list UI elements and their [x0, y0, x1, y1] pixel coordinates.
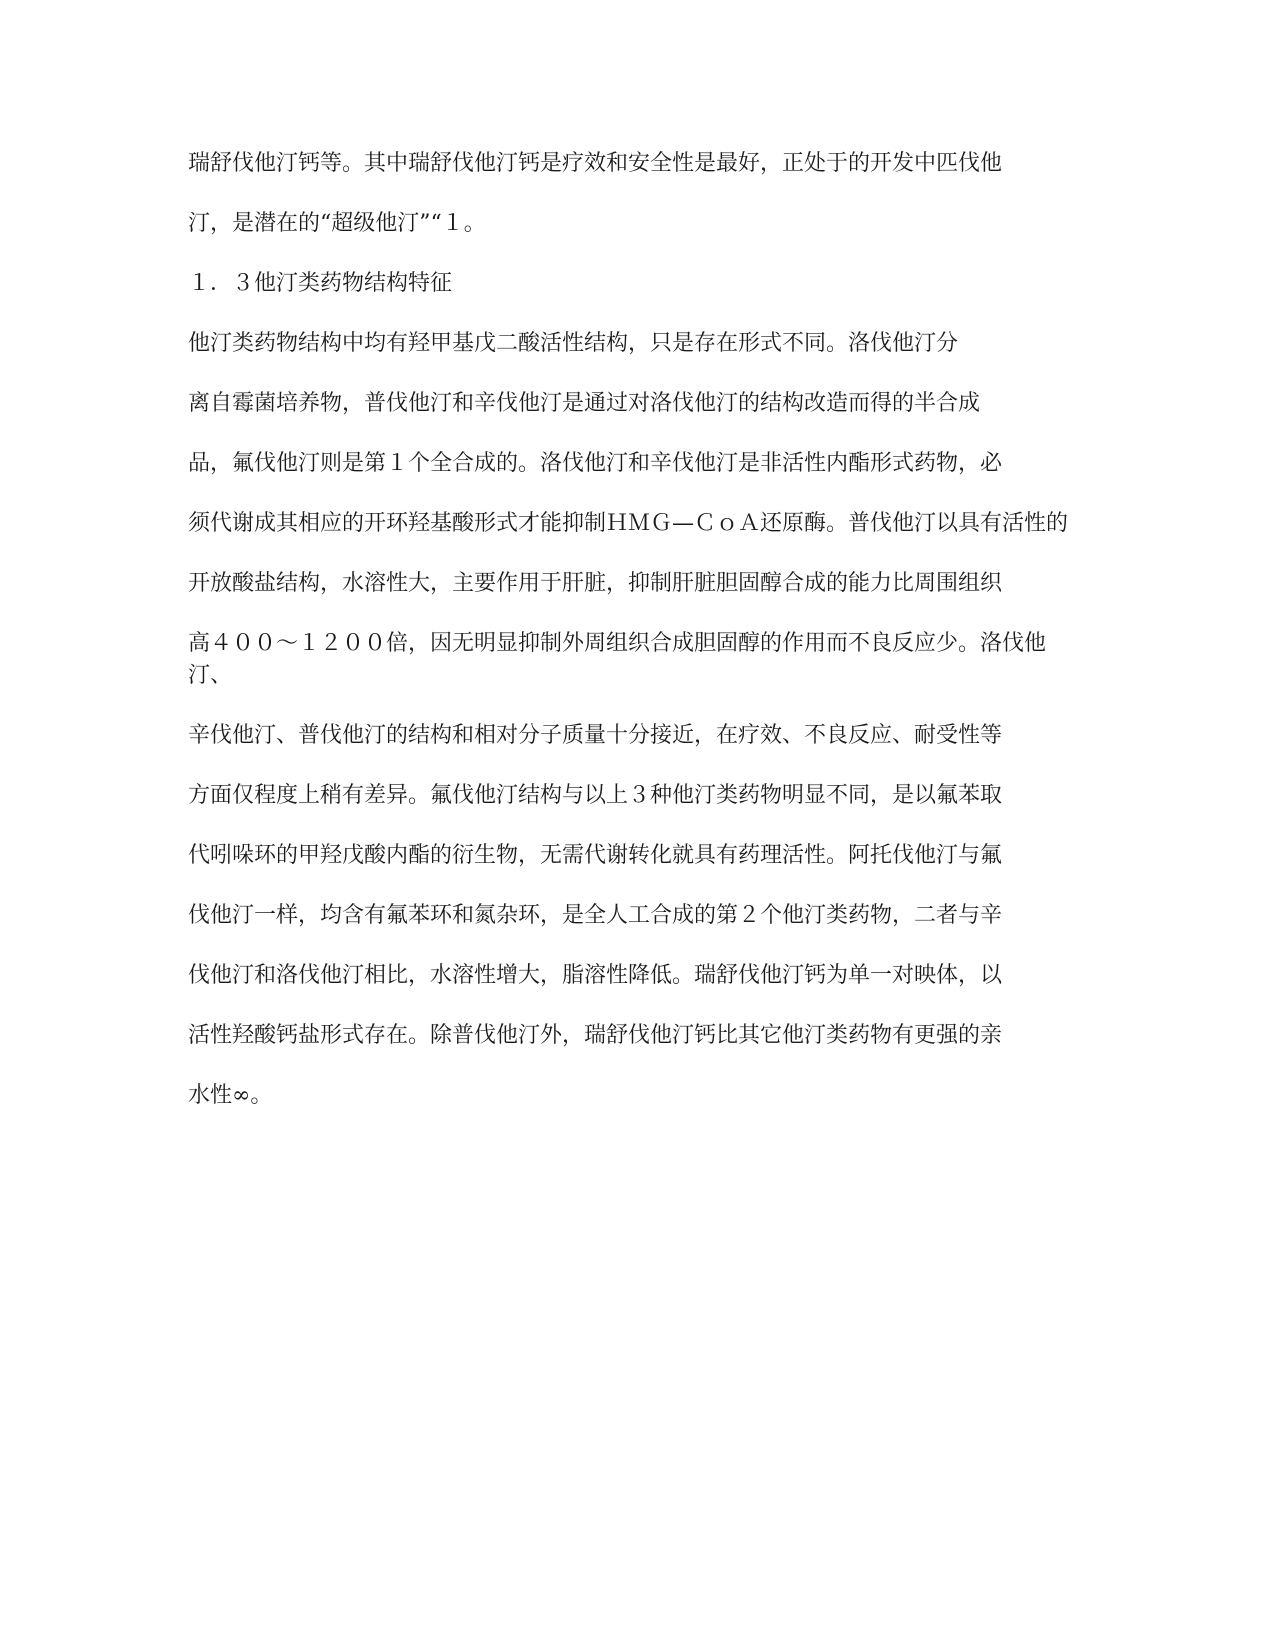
paragraph-line-10: 辛伐他汀、普伐他汀的结构和相对分子质量十分接近，在疗效、不良反应、耐受性等	[188, 723, 1003, 748]
paragraph-line-9: 高４００～１２００倍，因无明显抑制外周组织合成胆固醇的作用而不良反应少。洛伐他汀、	[188, 631, 1047, 688]
paragraph-line-2: 汀，是潜在的“超级他汀”“１。	[188, 211, 486, 236]
paragraph-line-12: 代吲哚环的甲羟戊酸内酯的衍生物，无需代谢转化就具有药理活性。阿托伐他汀与氟	[188, 843, 1003, 868]
paragraph-line-4: 他汀类药物结构中均有羟甲基戊二酸活性结构，只是存在形式不同。洛伐他汀分	[188, 331, 959, 356]
paragraph-line-5: 离自霉菌培养物，普伐他汀和辛伐他汀是通过对洛伐他汀的结构改造而得的半合成	[188, 391, 981, 416]
paragraph-line-8: 开放酸盐结构，水溶性大，主要作用于肝脏，抑制肝脏胆固醇合成的能力比周围组织	[188, 571, 1003, 596]
paragraph-line-15: 活性羟酸钙盐形式存在。除普伐他汀外，瑞舒伐他汀钙比其它他汀类药物有更强的亲	[188, 1023, 1003, 1048]
paragraph-line-13: 伐他汀一样，均含有氟苯环和氮杂环，是全人工合成的第２个他汀类药物，二者与辛	[188, 903, 1003, 928]
paragraph-line-6: 品，氟伐他汀则是第１个全合成的。洛伐他汀和辛伐他汀是非活性内酯形式药物，必	[188, 451, 1003, 476]
document-body	[188, 148, 1088, 1140]
paragraph-line-1: 瑞舒伐他汀钙等。其中瑞舒伐他汀钙是疗效和安全性是最好，正处于的开发中匹伐他	[188, 151, 1003, 176]
paragraph-line-16: 水性∞。	[188, 1083, 273, 1108]
section-heading: １．３他汀类药物结构特征	[188, 271, 453, 296]
paragraph-line-11: 方面仅程度上稍有差异。氟伐他汀结构与以上３种他汀类药物明显不同，是以氟苯取	[188, 783, 1003, 808]
paragraph-line-14: 伐他汀和洛伐他汀相比，水溶性增大，脂溶性降低。瑞舒伐他汀钙为单一对映体，以	[188, 963, 1003, 988]
paragraph-line-7: 须代谢成其相应的开环羟基酸形式才能抑制ＨＭＧ—ＣｏＡ还原酶。普伐他汀以具有活性的	[188, 511, 1069, 536]
